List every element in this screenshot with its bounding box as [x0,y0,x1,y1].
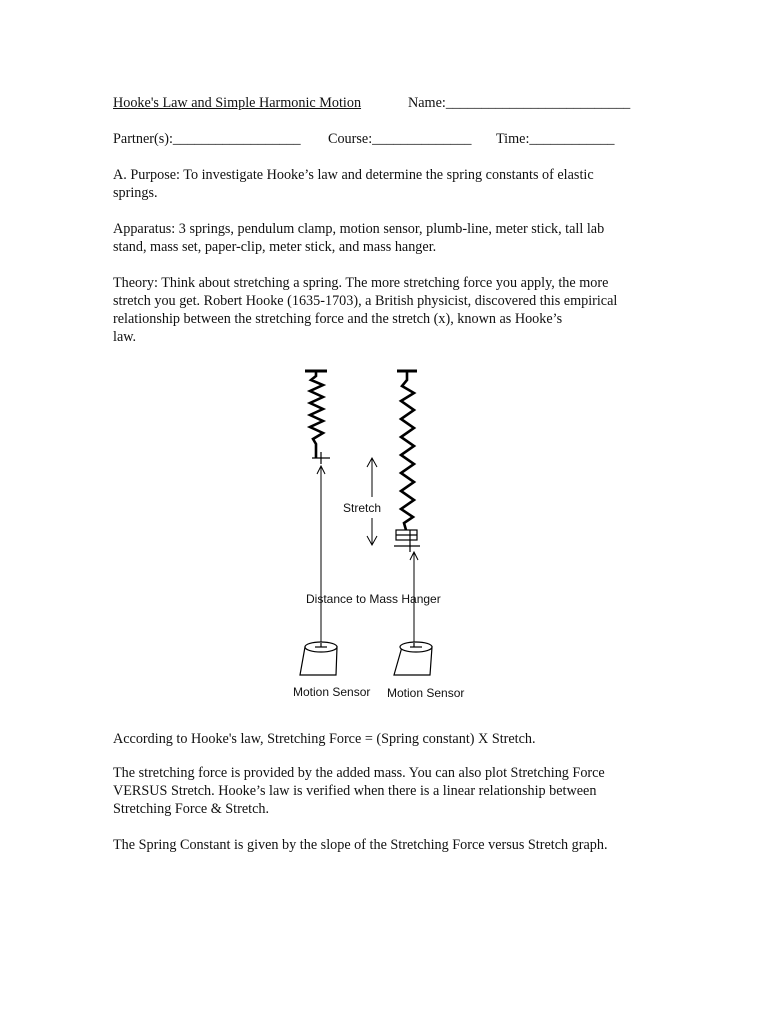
stretching-force-paragraph [113,764,658,818]
theory-line: stretch you get. Robert Hooke (1635-1703), a British physicist, discovered this empirical [113,293,618,309]
left-sensor-beam [317,466,325,643]
right-spring [397,371,417,530]
purpose-line: A. Purpose: To investigate Hooke’s law and determine the spring constants of elastic [113,167,594,183]
spring-constant-paragraph [113,836,673,854]
stretch-arrow-up [367,458,377,497]
stretch-arrow-down [367,518,377,545]
stretch-label: Stretch [343,501,382,515]
right-mass-hanger [394,530,420,552]
apparatus-paragraph [113,220,658,256]
apparatus-line: Apparatus: 3 springs, pendulum clamp, motion sensor, plumb-line, meter stick, tall lab [113,221,605,237]
right-motion-sensor-label: Motion Sensor [387,686,465,700]
right-motion-sensor-icon [394,642,432,675]
left-motion-sensor-icon [300,642,337,675]
purpose-line: springs. [113,185,158,201]
force-line: Stretching Force & Stretch. [113,801,270,817]
force-line: VERSUS Stretch. Hooke’s law is verified when there is a linear relationship between [113,783,597,799]
hookes-law-formula [113,730,658,748]
spring-constant-line: The Spring Constant is given by the slope of the Stretching Force versus Stretch graph. [113,837,608,853]
theory-line: law. [113,329,137,345]
theory-paragraph [113,274,673,346]
hookes-law-diagram [280,360,480,705]
force-line: The stretching force is provided by the added mass. You can also plot Stretching Force [113,765,605,781]
time-field[interactable]: Time:____________ [496,131,615,147]
course-field[interactable]: Course:______________ [328,131,472,147]
worksheet-title: Hooke's Law and Simple Harmonic Motion [113,95,362,111]
left-motion-sensor-label: Motion Sensor [293,685,371,699]
theory-line: Theory: Think about stretching a spring. The more stretching force you apply, the more [113,275,609,291]
name-field[interactable]: Name:__________________________ [408,95,631,111]
apparatus-line: stand, mass set, paper-clip, meter stick, and mass hanger. [113,239,437,255]
left-spring [305,371,327,458]
partners-field[interactable]: Partner(s):__________________ [113,131,301,147]
purpose-paragraph [113,166,658,202]
distance-to-mass-hanger-label: Distance to Mass Hanger [306,592,441,606]
theory-line: relationship between the stretching force and the stretch (x), known as Hooke’s [113,311,563,327]
formula-line: According to Hooke's law, Stretching Force = (Spring constant) X Stretch. [113,731,536,747]
